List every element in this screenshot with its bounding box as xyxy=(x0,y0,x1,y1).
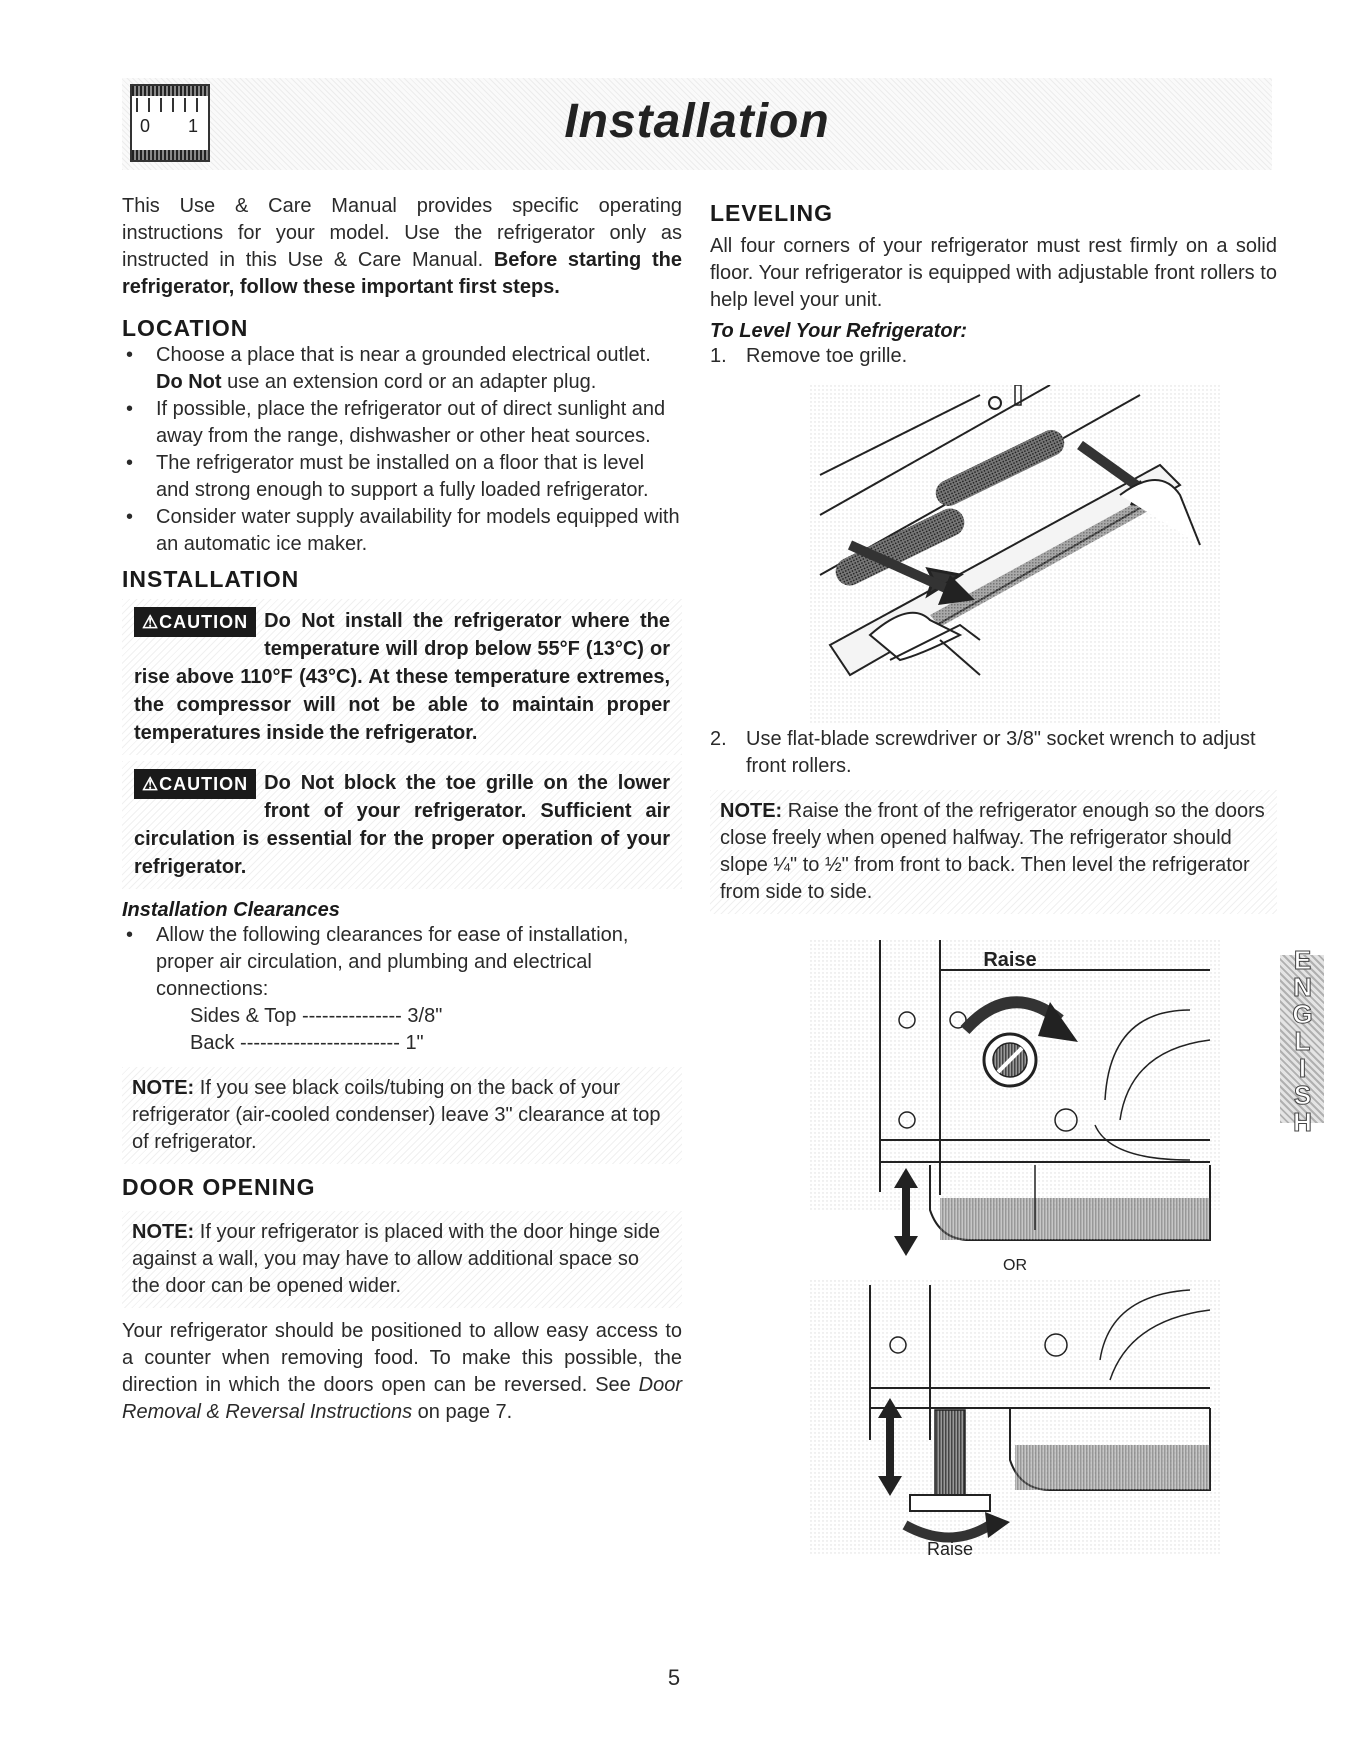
caution-badge: ⚠CAUTION xyxy=(134,769,256,799)
list-item: • If possible, place the refrigerator out of direct sunlight and away from the range, dishwasher or other heat sources. xyxy=(122,396,682,450)
intro-paragraph: This Use & Care Manual provides specific operating instructions for your model. Use the refrigerator only as instructed in this Use & Care Manual. Before starting the refrigerator, follow these important first steps. xyxy=(122,195,682,298)
raise-label-top: Raise xyxy=(983,949,1037,971)
clearance-row-sides: Sides & Top --------------- 3/8" xyxy=(190,1005,443,1027)
ruler-icon: 0 1 xyxy=(130,84,210,162)
caution-badge: ⚠CAUTION xyxy=(134,607,256,637)
leveling-steps-continued xyxy=(710,726,1277,780)
location-heading: LOCATION xyxy=(122,315,249,341)
roller-adjustment-figure xyxy=(810,940,1220,1555)
clearances-list xyxy=(122,922,682,1003)
door-opening-note: NOTE: If your refrigerator is placed with the door hinge side against a wall, you may have to allow additional space so the door can be opened wider. xyxy=(122,1211,682,1308)
leveling-steps xyxy=(710,343,1277,370)
right-column-lower xyxy=(710,726,1277,920)
leveling-subheading: To Level Your Refrigerator: xyxy=(710,320,968,342)
page-header xyxy=(122,78,1272,170)
clearance-note: NOTE: If you see black coils/tubing on the back of your refrigerator (air-cooled condenser) leave 3" clearance at top of refrigerator. xyxy=(122,1067,682,1164)
leveling-note: NOTE: Raise the front of the refrigerator enough so the doors close freely when opened halfway. The refrigerator should slope ¼" to ½" from front to back. Then level the refrigerator from side to side. xyxy=(710,790,1277,914)
list-item: • Choose a place that is near a grounded electrical outlet. Do Not use an extension cord or an adapter plug. xyxy=(122,342,682,396)
list-item: • Allow the following clearances for ease of installation, proper air circulation, and plumbing and electrical connections: xyxy=(122,922,682,1003)
toe-grille-removal-figure xyxy=(810,385,1220,725)
door-opening-heading: DOOR OPENING xyxy=(122,1174,316,1200)
location-list xyxy=(122,342,682,558)
clearances-heading: Installation Clearances xyxy=(122,899,340,921)
list-item: 2. Use flat-blade screwdriver or 3/8" socket wrench to adjust front rollers. xyxy=(710,728,1256,777)
leveling-leg-icon xyxy=(935,1410,965,1495)
caution-temperature: ⚠CAUTION Do Not install the refrigerator where the temperature will drop below 55°F (13°C) or rise above 110°F (43°C). At these temperature extremes, the compressor will not be able to maintain proper temperatures inside the refrigerator. xyxy=(122,599,682,755)
installation-heading: INSTALLATION xyxy=(122,566,300,592)
page-title: Installation xyxy=(564,95,830,148)
caution-toe-grille: ⚠CAUTION Do Not block the toe grille on the lower front of your refrigerator. Sufficient air circulation is essential for the proper operation of your refrigerator. xyxy=(122,761,682,889)
right-column xyxy=(710,200,1277,370)
list-item: 1. Remove toe grille. xyxy=(710,345,908,367)
language-tab: ENGLISH xyxy=(1280,955,1324,1123)
door-opening-paragraph: Your refrigerator should be positioned to allow easy access to a counter when removing food. To make this possible, the direction in which the doors open can be reversed. See Door Removal & Reversal Instructions on page 7. xyxy=(122,1320,682,1423)
list-item: • The refrigerator must be installed on a floor that is level and strong enough to support a fully loaded refrigerator. xyxy=(122,450,682,504)
list-item: • Consider water supply availability for models equipped with an automatic ice maker. xyxy=(122,504,682,558)
clearance-row-back: Back ------------------------ 1" xyxy=(190,1032,424,1054)
leveling-paragraph: All four corners of your refrigerator must rest firmly on a solid floor. Your refrigerator is equipped with adjustable front rollers to help level your unit. xyxy=(710,235,1277,311)
left-column xyxy=(122,193,682,1426)
raise-label-bottom: Raise xyxy=(926,1539,974,1555)
page-number: 5 xyxy=(667,1665,681,1690)
or-label: OR xyxy=(1003,1257,1027,1274)
leveling-heading: LEVELING xyxy=(710,200,834,226)
